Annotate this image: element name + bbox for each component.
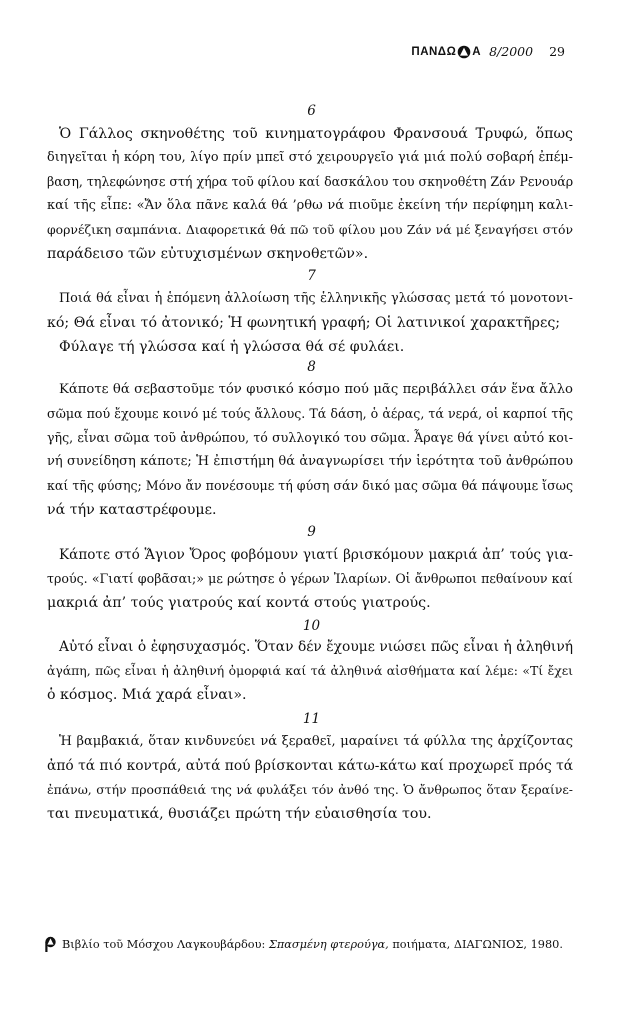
text-line: καί τῆς φύσης; Μόνο ἄν πονέσουμε τή φύση σάν δικό μας σῶμα θά πάψουμε ἴσως <box>47 478 573 494</box>
triangle-logo-icon <box>457 45 471 59</box>
text-line: ται πνευματικά, θυσιάζει πρώτη τήν εὐαισθησία του. <box>47 806 432 823</box>
text-line: ἐπάνω, στήν προσπάθειά της νά φυλάξει τόν ἀνθό της. Ὁ ἄνθρωπος ὅταν ξεραίνε- <box>47 782 573 798</box>
issue-number: 8/2000 <box>489 44 534 59</box>
section-number: 6 <box>307 103 316 119</box>
text-line: ὁ κόσμος. Μιά χαρά εἶναι». <box>47 687 247 704</box>
footnote <box>44 936 563 952</box>
paragraph <box>47 730 573 826</box>
text-line: Φύλαγε τή γλώσσα καί ἡ γλώσσα θά σέ φυλάει. <box>59 339 405 356</box>
journal-logo-left: ΠΑΝΔΩ <box>411 45 457 58</box>
footnote-marker-icon <box>44 936 56 952</box>
journal-logo-right: Α <box>472 45 482 58</box>
footnote-prefix: Βιβλίο τοῦ Μόσχου Λαγκουβάρδου: <box>62 937 266 951</box>
section-number: 7 <box>307 268 316 284</box>
text-line: νή συνείδηση κάποτε; Ἡ ἐπιστήμη θά ἀναγνωρίσει τήν ἱερότητα τοῦ ἀνθρώπου <box>47 454 573 470</box>
text-line: Αὐτό εἶναι ὁ ἐφησυχασμός. Ὅταν δέν ἔχουμε νιώσει πῶς εἶναι ἡ ἀληθινή <box>59 639 573 655</box>
text-line: διηγεῖται ἡ κόρη του, λίγο πρίν μπεῖ στό χειρουργεῖο γιά μιά πολύ σοβαρή ἐπέμ- <box>47 150 573 166</box>
text-line: Ἡ βαμβακιά, ὅταν κινδυνεύει νά ξεραθεῖ, μαραίνει τά φύλλα της ἀρχίζοντας <box>59 734 573 749</box>
text-line: καί τῆς εἶπε: «Ἄν ὅλα πᾶνε καλά θά ’ρθω νά πιοῦμε ἐκείνη τήν περίφημη καλι- <box>47 198 573 214</box>
footnote-book-title: Σπασμένη φτερούγα, <box>268 937 389 951</box>
text-line: φορνέζικη σαμπάνια. Διαφορετικά θά πῶ τοῦ φίλου μου Ζάν νά μέ ξεναγήσει στόν <box>47 222 573 238</box>
section-number: 10 <box>302 618 321 634</box>
text-line: ἀπό τά πιό κοντρά, αὐτά πού βρίσκονται κάτω-κάτω καί προχωρεῖ πρός τά <box>47 758 574 775</box>
paragraph <box>47 543 573 615</box>
section-number: 11 <box>302 711 321 727</box>
text-line: Ποιά θά εἶναι ἡ ἑπόμενη ἀλλοίωση τῆς ἑλληνικῆς γλώσσας μετά τό μονοτονι- <box>59 291 573 306</box>
text-line: νά τήν καταστρέφουμε. <box>47 502 217 519</box>
text-line: σῶμα πού ἔχουμε κοινό μέ τούς ἄλλους. Τά δάση, ὁ ἀέρας, τά νερά, οἱ καρποί τῆς <box>47 406 573 422</box>
section-number: 8 <box>307 359 316 375</box>
text-line: Ὁ Γάλλος σκηνοθέτης τοῦ κινηματογράφου Φρανσουά Τρυφώ, ὅπως <box>59 126 573 142</box>
text-line: ἀγάπη, πῶς εἶναι ἡ ἀληθινή ὀμορφιά καί τά ἀληθινά αἰσθήματα καί λέμε: «Τί ἔχει <box>47 663 573 679</box>
footnote-suffix: ποιήματα, ΔΙΑΓΩΝΙΟΣ, 1980. <box>392 937 563 951</box>
text-line: τρούς. «Γιατί φοβᾶσαι;» με ρώτησε ὁ γέρων Ἰλαρίων. Οἱ ἄνθρωποι πεθαίνουν καί <box>47 571 573 587</box>
paragraph <box>47 287 573 359</box>
paragraph <box>47 378 573 523</box>
paragraph <box>47 122 573 267</box>
text-line: κό; Θά εἶναι τό ἀτονικό; Ἡ φωνητική γραφή; Οἱ λατινικοί χαρακτῆρες; <box>47 315 561 332</box>
page-number: 29 <box>549 44 565 59</box>
text-line: βαση, τηλεφώνησε στή χήρα τοῦ φίλου καί δασκάλου του σκηνοθέτη Ζάν Ρενουάρ <box>47 174 574 190</box>
text-line: Κάποτε στό Ἅγιον Ὄρος φοβόμουν γιατί βρισκόμουν μακριά ἀπ’ τούς για- <box>59 547 573 563</box>
text-line: Κάποτε θά σεβαστοῦμε τόν φυσικό κόσμο πού μᾶς περιβάλλει σάν ἕνα ἄλλο <box>59 382 573 397</box>
text-line: παράδεισο τῶν εὐτυχισμένων σκηνοθετῶν». <box>47 246 369 263</box>
text-line: γῆς, εἶναι σῶμα τοῦ ἀνθρώπου, τό συλλογικό του σῶμα. Ἆραγε θά γίνει αὐτό κοι- <box>47 430 573 446</box>
paragraph <box>47 635 573 707</box>
journal-logo <box>411 45 481 59</box>
text-line: μακριά ἀπ’ τούς γιατρούς καί κοντά στούς γιατρούς. <box>47 595 431 612</box>
running-header <box>411 44 565 59</box>
section-number: 9 <box>307 524 316 540</box>
